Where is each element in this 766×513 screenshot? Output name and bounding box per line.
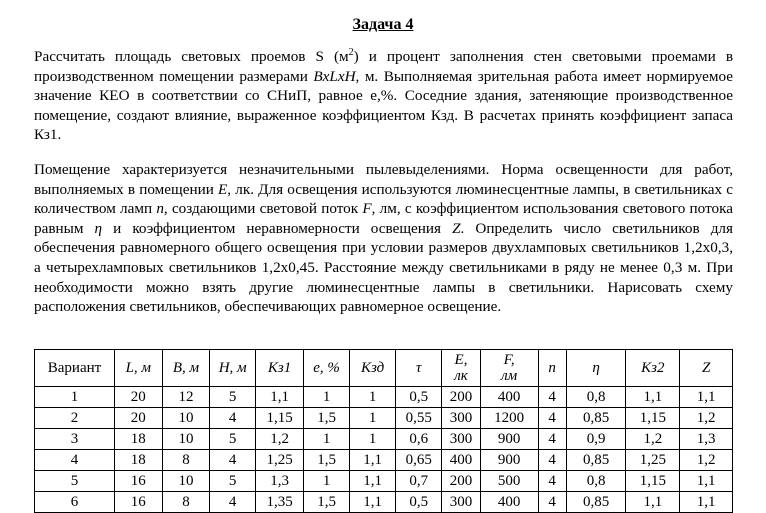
column-header-text: L, м bbox=[125, 360, 151, 376]
table-cell: 5 bbox=[210, 387, 256, 408]
table-cell: 200 bbox=[442, 471, 480, 492]
table-cell: 1,5 bbox=[304, 408, 350, 429]
column-header-text: η bbox=[592, 360, 600, 376]
table-cell: 0,85 bbox=[566, 492, 626, 513]
column-header bbox=[162, 350, 210, 387]
column-header-text: e, % bbox=[313, 360, 340, 376]
column-header-text: лм bbox=[501, 368, 518, 384]
text-segment: ) и процент заполнения стен световыми проемами в производственном помещении размерами bbox=[34, 48, 733, 85]
column-header bbox=[114, 350, 162, 387]
text-segment: , создающими световой поток bbox=[163, 200, 363, 218]
table-cell: 1,1 bbox=[626, 492, 680, 513]
column-header bbox=[256, 350, 304, 387]
table-body bbox=[35, 387, 733, 513]
dimension-symbol: BxLxH bbox=[313, 67, 356, 85]
text-segment: , лк. Для освещения используются люминесцентные лампы, в светильниках с количеством ламп bbox=[34, 180, 733, 218]
variants-table bbox=[34, 349, 733, 513]
table-cell: 1,2 bbox=[680, 450, 733, 471]
column-header-text: E, bbox=[454, 352, 468, 368]
table-cell: 16 bbox=[114, 471, 162, 492]
table-cell: 1,35 bbox=[256, 492, 304, 513]
table-cell: 12 bbox=[162, 387, 210, 408]
table-cell: 4 bbox=[210, 450, 256, 471]
column-header-text: τ bbox=[416, 360, 422, 376]
table-cell: 4 bbox=[35, 450, 115, 471]
column-header-text: H, м bbox=[218, 360, 247, 376]
text-segment: , лм, с коэффициентом использования светового потока равным bbox=[34, 200, 733, 237]
table-cell: 1,5 bbox=[304, 492, 350, 513]
table-cell: 400 bbox=[480, 492, 538, 513]
table-cell: 4 bbox=[538, 429, 566, 450]
symbol-e: E bbox=[218, 180, 228, 198]
column-header bbox=[35, 350, 115, 387]
table-cell: 20 bbox=[114, 408, 162, 429]
table-cell: 5 bbox=[35, 471, 115, 492]
table-row bbox=[35, 429, 733, 450]
column-header-text: Z bbox=[701, 360, 711, 376]
table-cell: 1,1 bbox=[680, 387, 733, 408]
table-row bbox=[35, 387, 733, 408]
text-segment: Рассчитать площадь световых проемов S (м bbox=[34, 48, 349, 65]
table-cell: 0,5 bbox=[396, 387, 442, 408]
table-row bbox=[35, 492, 733, 513]
column-header bbox=[680, 350, 733, 387]
table-cell: 1,1 bbox=[680, 471, 733, 492]
column-header bbox=[210, 350, 256, 387]
table-cell: 400 bbox=[442, 450, 480, 471]
table-cell: 900 bbox=[480, 450, 538, 471]
table-cell: 1,1 bbox=[350, 492, 396, 513]
column-header-text: Кз2 bbox=[641, 360, 665, 376]
table-cell: 8 bbox=[162, 450, 210, 471]
table-cell: 0,8 bbox=[566, 471, 626, 492]
table-cell: 300 bbox=[442, 492, 480, 513]
table-row bbox=[35, 450, 733, 471]
table-cell: 300 bbox=[442, 408, 480, 429]
symbol-z: Z bbox=[452, 219, 461, 237]
column-header bbox=[304, 350, 350, 387]
task-paragraph-1 bbox=[34, 47, 733, 145]
text-segment: , м. Выполняемая зрительная работа имеет нормируемое значение КЕО в соответствии со СНиП, равное e,%. Соседние здания, затеняющие производственное помещение, создают влияние, выраженное коэффициентом Кзд. В расчетах принять коэффициент запаса Кз1. bbox=[34, 67, 733, 144]
table-cell: 500 bbox=[480, 471, 538, 492]
table-cell: 10 bbox=[162, 471, 210, 492]
table-cell: 1 bbox=[304, 471, 350, 492]
table-cell: 1,1 bbox=[350, 471, 396, 492]
text-segment: и коэффициентом неравномерности освещения bbox=[102, 219, 453, 237]
table-cell: 1 bbox=[35, 387, 115, 408]
column-header-text: Кз1 bbox=[267, 360, 292, 376]
column-header bbox=[566, 350, 626, 387]
column-header-text: B, м bbox=[172, 360, 200, 376]
symbol-f: F bbox=[362, 200, 372, 218]
table-cell: 0,85 bbox=[566, 408, 626, 429]
table-cell: 0,55 bbox=[396, 408, 442, 429]
table-cell: 1,1 bbox=[680, 492, 733, 513]
table-cell: 18 bbox=[114, 429, 162, 450]
column-header bbox=[396, 350, 442, 387]
column-header bbox=[350, 350, 396, 387]
table-cell: 5 bbox=[210, 429, 256, 450]
table-cell: 1 bbox=[350, 387, 396, 408]
table-cell: 1,1 bbox=[256, 387, 304, 408]
table-cell: 10 bbox=[162, 429, 210, 450]
table-cell: 1,25 bbox=[256, 450, 304, 471]
table-cell: 4 bbox=[538, 492, 566, 513]
table-cell: 4 bbox=[210, 492, 256, 513]
table-cell: 1,2 bbox=[626, 429, 680, 450]
task-title: Задача 4 bbox=[352, 16, 414, 33]
task-paragraph-2 bbox=[34, 160, 733, 317]
table-cell: 0,6 bbox=[396, 429, 442, 450]
table-cell: 1200 bbox=[480, 408, 538, 429]
column-header bbox=[442, 350, 480, 387]
column-header-text: n bbox=[548, 360, 556, 376]
column-header bbox=[538, 350, 566, 387]
table-row bbox=[35, 471, 733, 492]
table-cell: 0,8 bbox=[566, 387, 626, 408]
table-cell: 200 bbox=[442, 387, 480, 408]
table-row bbox=[35, 408, 733, 429]
table-cell: 1,1 bbox=[350, 450, 396, 471]
table-cell: 4 bbox=[538, 387, 566, 408]
table-cell: 1,5 bbox=[304, 450, 350, 471]
table-cell: 6 bbox=[35, 492, 115, 513]
table-cell: 0,5 bbox=[396, 492, 442, 513]
table-cell: 5 bbox=[210, 471, 256, 492]
table-cell: 1,3 bbox=[256, 471, 304, 492]
table-cell: 1,1 bbox=[626, 387, 680, 408]
column-header bbox=[626, 350, 680, 387]
table-cell: 4 bbox=[538, 408, 566, 429]
table-cell: 0,85 bbox=[566, 450, 626, 471]
table-cell: 1,3 bbox=[680, 429, 733, 450]
table-cell: 20 bbox=[114, 387, 162, 408]
table-cell: 16 bbox=[114, 492, 162, 513]
table-cell: 1 bbox=[350, 408, 396, 429]
table-cell: 1,15 bbox=[626, 408, 680, 429]
column-header bbox=[480, 350, 538, 387]
table-header-row bbox=[35, 350, 733, 387]
table-cell: 1 bbox=[350, 429, 396, 450]
column-header-text: лк bbox=[454, 368, 468, 384]
text-segment: . Определить число светильников для обеспечения равномерного общего освещения при условии размеров двухламповых светильников 1,2x0,3, а четырехламповых светильников 1,2x0,45. Расстояние между светильниками в ряду не менее 0,3 м. При необходимости можно взять другие люминесцентные лампы в светильники. Нарисовать схему расположения светильников, обеспечивающих равномерное освещение. bbox=[34, 219, 733, 316]
table-cell: 1,25 bbox=[626, 450, 680, 471]
table-cell: 0,9 bbox=[566, 429, 626, 450]
table-cell: 4 bbox=[538, 471, 566, 492]
symbol-eta: η bbox=[94, 219, 103, 237]
table-cell: 900 bbox=[480, 429, 538, 450]
table-cell: 8 bbox=[162, 492, 210, 513]
table-cell: 300 bbox=[442, 429, 480, 450]
table-cell: 4 bbox=[210, 408, 256, 429]
table-cell: 1,15 bbox=[626, 471, 680, 492]
superscript: 2 bbox=[348, 46, 354, 58]
symbol-n: n bbox=[156, 200, 164, 218]
table-cell: 400 bbox=[480, 387, 538, 408]
table-cell: 1 bbox=[304, 429, 350, 450]
table-cell: 0,65 bbox=[396, 450, 442, 471]
table-cell: 0,7 bbox=[396, 471, 442, 492]
table-cell: 1 bbox=[304, 387, 350, 408]
text-segment: Помещение характеризуется незначительными пылевыделениями. Норма освещенности для работ, выполняемых в помещении bbox=[34, 161, 733, 198]
column-header-text: Вариант bbox=[47, 360, 102, 376]
table-cell: 18 bbox=[114, 450, 162, 471]
column-header-text: F, bbox=[503, 352, 515, 368]
table-cell: 4 bbox=[538, 450, 566, 471]
table-cell: 1,2 bbox=[680, 408, 733, 429]
table-cell: 2 bbox=[35, 408, 115, 429]
table-cell: 10 bbox=[162, 408, 210, 429]
table-cell: 1,2 bbox=[256, 429, 304, 450]
table-cell: 3 bbox=[35, 429, 115, 450]
column-header-text: Кзд bbox=[360, 360, 385, 376]
table-cell: 1,15 bbox=[256, 408, 304, 429]
